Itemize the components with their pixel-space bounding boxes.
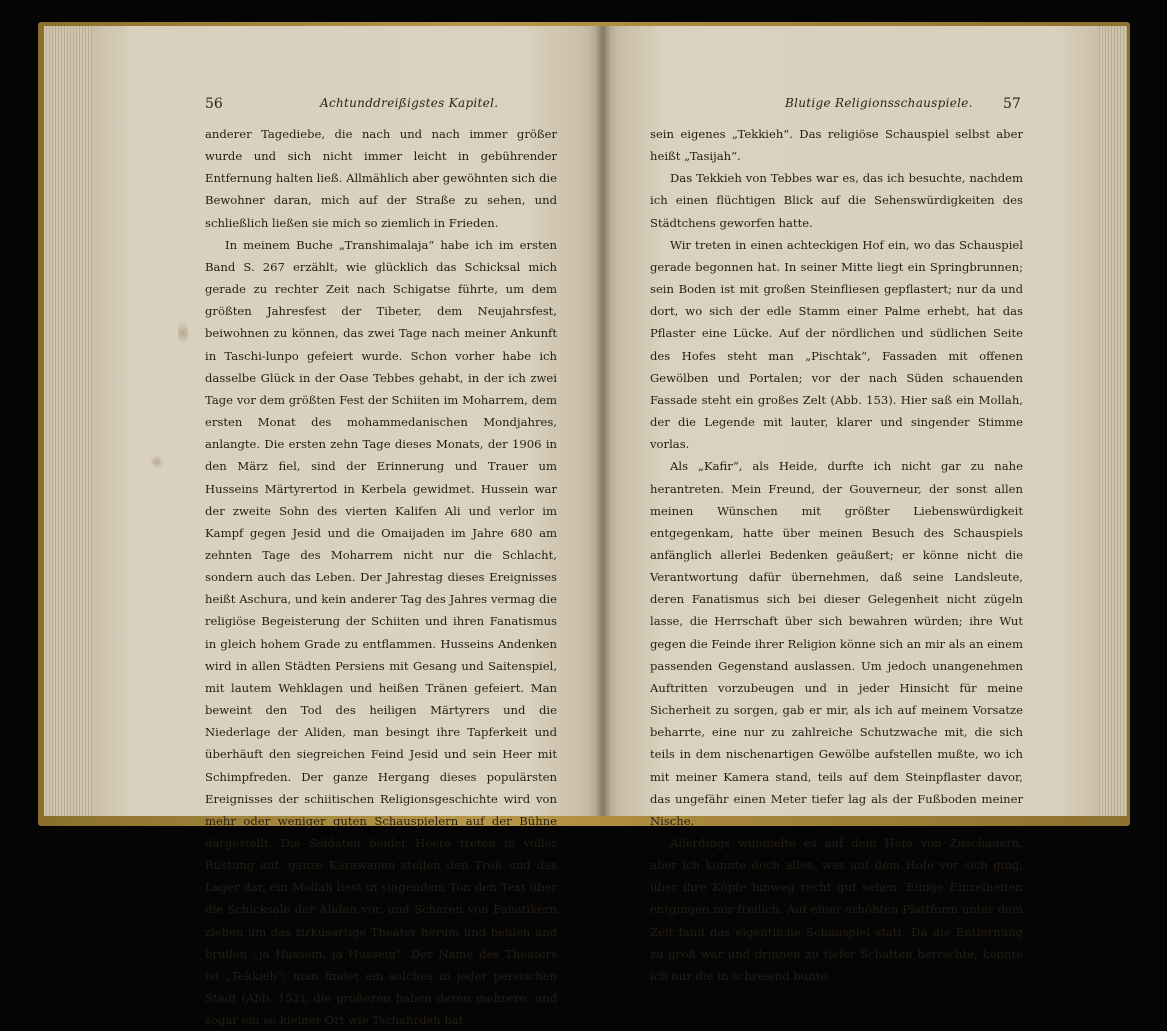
right-page-number: 57: [1003, 96, 1021, 112]
paragraph: In meinem Buche „Transhimalaja“ habe ich im ersten Band S. 267 erzählt, wie glücklich das Schicksal mich gerade zu rechter Zeit nach Schigatse führte, um dem größten Jahresfest der Tibeter, dem Neujahrsfest, beiwohnen zu können, das zwei Tage nach meiner Ankunft in Taschi-lunpo gefeiert wurde. Schon vorher habe ich dasselbe Glück in der Oase Tebbes gehabt, in der ich zwei Tage vor dem größten Fest der Schiiten im Moharrem, dem ersten Monat des mohammedanischen Mondjahres, anlangte. Die ersten zehn Tage dieses Monats, der 1906 in den März fiel, sind der Erinnerung und Trauer um Husseins Märtyrertod in Kerbela gewidmet. Hussein war der zweite Sohn des vierten Kalifen Ali und verlor im Kampf gegen Jesid und die Omaijaden im Jahre 680 am zehnten Tage des Moharrem nicht nur die Schlacht, sondern auch das Leben. Der Jahrestag dieses Ereignisses heißt Aschura, und kein anderer Tag des Jahres vermag die religiöse Begeisterung der Schiiten und ihren Fanatismus in gleich hohem Grade zu entflammen. Husseins Andenken wird in allen Städten Persiens mit Gesang und Saitenspiel, mit lautem Wehklagen und heißen Tränen gefeiert. Man beweint den Tod des heiligen Märtyrers und die Niederlage der Aliden, man besingt ihre Tapferkeit und überhäuft den siegreichen Feind Jesid und sein Heer mit Schimpfreden. Der ganze Hergang dieses populärsten Ereignisses der schiitischen Religionsgeschichte wird von mehr oder weniger guten Schauspielern auf der Bühne dargestellt. Die Soldaten beider Heere treten in voller Rüstung auf, ganze Karawanen stellen den Troß und das Lager dar, ein Mollah liest in singendem Ton den Text über die Schicksale der Aliden vor, und Scharen von Fanatikern ziehen um das zirkusartige Theater herum und heulen und brüllen „ja Hussein, ja Hussein“. Der Name des Theaters ist „Tekkieh“; man findet ein solches in jeder persischen Stadt (Abb. 152), die größeren haben deren mehrere, und sogar ein so kleiner Ort wie Tschahrdeh hat: [205, 237, 557, 1028]
paragraph: Allerdings wimmelte es auf dem Hofe von Zuschauern, aber ich konnte doch alles, was auf dem Hofe vor sich ging, über ihre Köpfe hinweg recht gut sehen. Einige Einzelheiten entgingen mir freilich. Auf einer erhöhten Plattform unter dem Zelt fand das eigentliche Schauspiel statt. Da die Entfernung zu groß war und drinnen zu tiefer Schatten herrschte, konnte ich nur die in schreiend bunte: [650, 836, 1023, 983]
left-running-head: Achtunddreißigstes Kapitel.: [320, 96, 499, 110]
paragraph: anderer Tagediebe, die nach und nach immer größer wurde und sich nicht immer leicht in gebührender Entfernung halten ließ. Allmählich aber gewöhnten sich die Bewohner daran, mich auf der Straße zu sehen, und schließlich ließen sie mich so ziemlich in Frieden.: [205, 127, 557, 230]
paragraph: Das Tekkieh von Tebbes war es, das ich besuchte, nachdem ich einen flüchtigen Blick auf die Sehenswürdigkeiten des Städtchens geworfen hatte.: [650, 171, 1023, 230]
book-gutter: [595, 26, 611, 816]
left-page-number: 56: [205, 96, 223, 112]
page-spot: [150, 455, 164, 469]
page-edges-right: [1097, 26, 1127, 816]
right-running-head: Blutige Religionsschauspiele.: [785, 96, 973, 110]
paragraph: Wir treten in einen achteckigen Hof ein, wo das Schauspiel gerade begonnen hat. In seiner Mitte liegt ein Springbrunnen; sein Boden ist mit großen Steinfliesen gepflastert; nur da und dort, wo sich der edle Stamm einer Palme erhebt, hat das Pflaster eine Lücke. Auf der nördlichen und südlichen Seite des Hofes steht man „Pischtak“, Fassaden mit offenen Gewölben und Portalen; vor der nach Süden schauenden Fassade steht ein großes Zelt (Abb. 153). Hier saß ein Mollah, der die Legende mit lauter, klarer und singender Stimme vorlas.: [650, 237, 1023, 452]
left-page-text: [205, 123, 557, 1031]
right-page-text: [650, 123, 1023, 987]
page-edges-left: [44, 26, 94, 816]
paragraph: Als „Kafir“, als Heide, durfte ich nicht gar zu nahe herantreten. Mein Freund, der Gouverneur, der sonst allen meinen Wünschen mit größter Liebenswürdigkeit entgegenkam, hatte über meinen Besuch des Schauspiels anfänglich allerlei Bedenken geäußert; er könne nicht die Verantwortung dafür übernehmen, daß seine Landsleute, deren Fanatismus sich bei dieser Gelegenheit nicht zügeln lasse, die Herrschaft über sich bewahren würden; ihre Wut gegen die Feinde ihrer Religion könne sich an mir als an einem passenden Gegenstand auslassen. Um jedoch unangenehmen Auftritten vorzubeugen und in jeder Hinsicht für meine Sicherheit zu sorgen, gab er mir, als ich auf meinem Vorsatze beharrte, eine nur zu zahlreiche Schutzwache mit, die sich teils in dem nischenartigen Gewölbe aufstellen mußte, wo ich mit meiner Kamera stand, teils auf dem Steinpflaster davor, das ungefähr einen Meter tiefer lag als der Fußboden meiner Nische.: [650, 459, 1023, 828]
page-spot: [178, 318, 188, 348]
paragraph: sein eigenes „Tekkieh“. Das religiöse Schauspiel selbst aber heißt „Tasijah“.: [650, 127, 1023, 164]
